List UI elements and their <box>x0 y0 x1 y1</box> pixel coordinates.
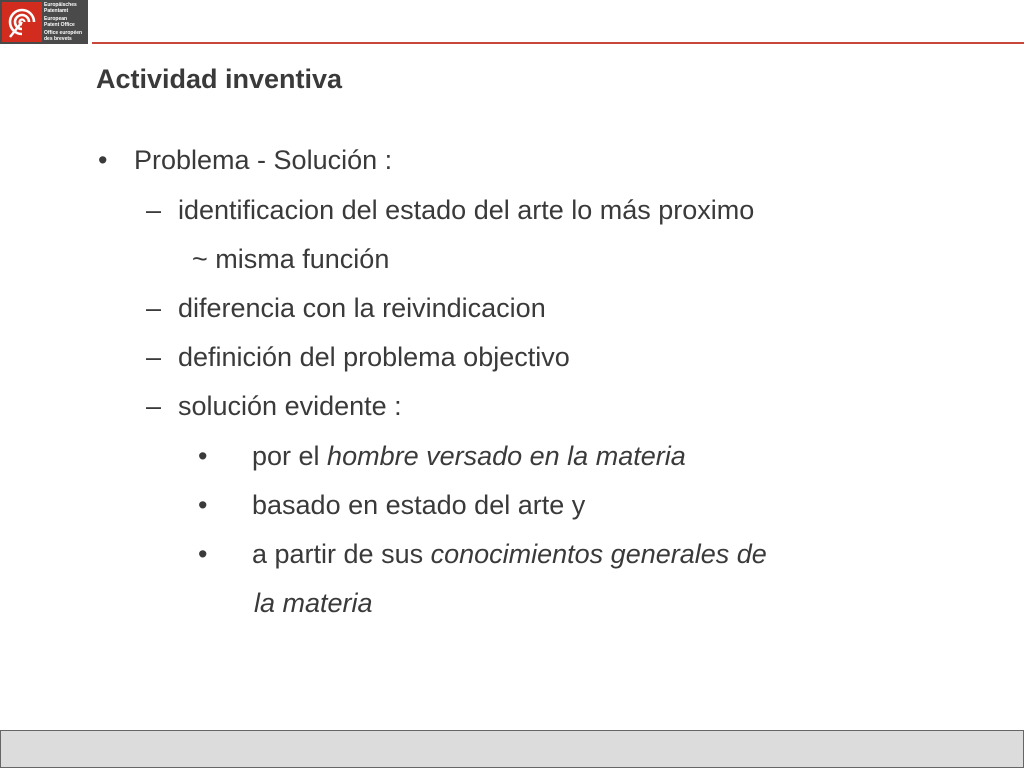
bullet-marker: • <box>98 145 108 175</box>
sub-item-diferencia <box>146 292 546 324</box>
logo-wordmark <box>44 3 88 43</box>
sub-item-solucion-evidente <box>146 390 402 422</box>
epo-logo <box>0 0 88 44</box>
sub-item-definicion <box>146 341 570 373</box>
logo-line-fr-2: des brevets <box>44 35 72 42</box>
logo-line-en-1: European <box>44 16 68 23</box>
epo-logo-icon <box>2 2 42 42</box>
sub-item-text: diferencia con la reivindicacion <box>178 293 546 323</box>
header-divider <box>92 42 1024 44</box>
subsub-item-text-italic: conocimientos generales de <box>430 539 767 569</box>
logo-line-en-2: Patent Office <box>44 21 75 28</box>
sub-item-text: identificacion del estado del arte lo más proximo <box>178 195 755 225</box>
footer-bar <box>0 730 1024 768</box>
bullet-marker: • <box>198 490 208 520</box>
dash-marker: – <box>146 293 162 323</box>
bullet-text: Problema - Solución : <box>134 145 393 175</box>
sub-item-text: definición del problema objectivo <box>178 342 570 372</box>
subsub-item-hombre-versado <box>198 440 686 472</box>
subsub-item-text-plain: a partir de sus <box>252 539 431 569</box>
logo-line-de-2: Patentamt <box>44 7 69 14</box>
logo-line-de-1: Europäisches <box>44 2 77 8</box>
sub-item-estado-del-arte <box>146 194 754 226</box>
bullet-problema-solucion <box>98 144 392 176</box>
bullet-marker: • <box>198 441 208 471</box>
subsub-item-continuation <box>254 587 373 619</box>
dash-marker: – <box>146 391 162 421</box>
subsub-item-text <box>252 539 767 569</box>
sub-item-continuation: ~ misma función <box>192 244 390 274</box>
subsub-item-basado <box>198 489 585 521</box>
dash-marker: – <box>146 342 162 372</box>
slide-title: Actividad inventiva <box>96 64 343 94</box>
subsub-item-text <box>252 441 686 471</box>
subsub-item-text: basado en estado del arte y <box>252 490 586 520</box>
subsub-item-continuation-text: la materia <box>254 588 373 618</box>
dash-marker: – <box>146 195 162 225</box>
bullet-marker: • <box>198 539 208 569</box>
subsub-item-conocimientos <box>198 538 767 570</box>
sub-item-text: solución evidente : <box>178 391 402 421</box>
subsub-item-text-plain: por el <box>252 441 328 471</box>
subsub-item-text-italic: hombre versado en la materia <box>327 441 686 471</box>
logo-line-fr-1: Office européen <box>44 30 83 37</box>
